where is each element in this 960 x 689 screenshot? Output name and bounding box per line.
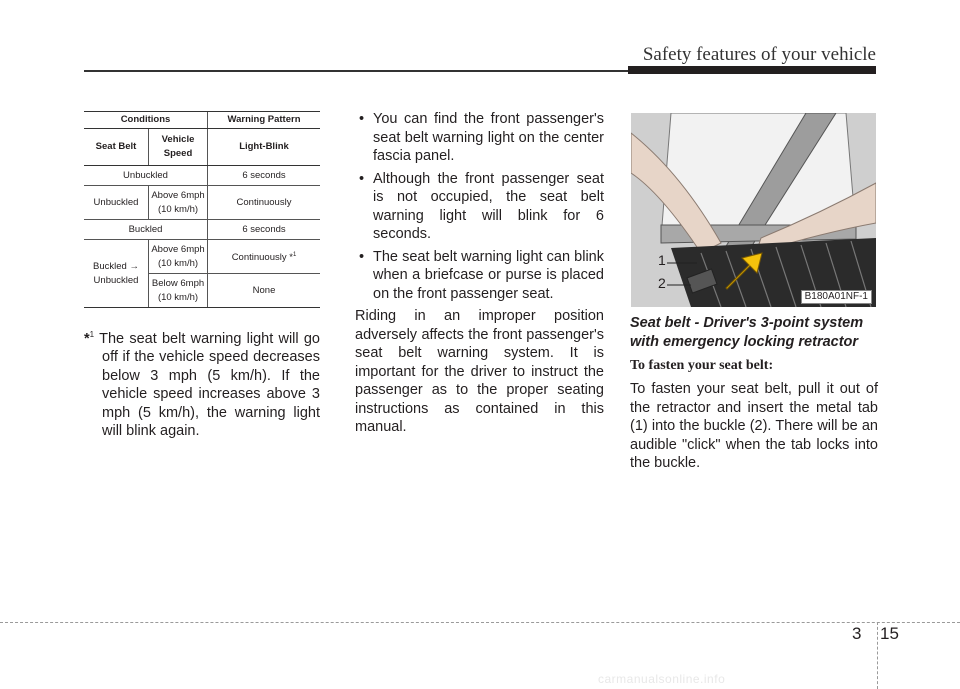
speed-line: Below 6mph — [151, 277, 205, 289]
body-paragraph: To fasten your seat belt, pull it out of the retractor and insert the metal tab (1) into the buckle (2). There will be an audible "click" when the tab locks into the buckle. — [630, 381, 878, 471]
list-item — [355, 248, 604, 304]
belt-line: Buckled → — [93, 260, 139, 272]
warning-pattern-table — [84, 111, 320, 308]
bullet-icon: • — [359, 170, 365, 187]
vehicle-speed-label: Vehicle Speed — [161, 134, 195, 159]
list-item — [355, 170, 604, 244]
table-header-warning-pattern: Warning Pattern — [208, 112, 321, 129]
table-cell: None — [208, 274, 321, 308]
table-header-seat-belt: Seat Belt — [84, 129, 149, 166]
table-cell: Buckled — [84, 220, 208, 240]
speed-line: (10 km/h) — [157, 291, 199, 303]
footer-rule — [0, 622, 960, 623]
footnote-body — [84, 326, 320, 441]
footnote-sup: 1 — [292, 251, 297, 258]
table-row — [84, 220, 320, 240]
callout-1: 1 — [658, 252, 666, 268]
table-header-light-blink: Light-Blink — [208, 129, 321, 166]
section-heading: Seat belt - Driver's 3-point system with emergency locking retractor — [630, 315, 864, 350]
seat-belt-illustration — [631, 113, 876, 307]
section-subheading: To fasten your seat belt: — [630, 358, 774, 373]
section-title: Safety features of your vehicle — [642, 44, 876, 65]
table-cell: 6 seconds — [208, 220, 321, 240]
figure-label: B180A01NF-1 — [801, 290, 872, 304]
table-cell: Unbuckled — [84, 166, 208, 186]
table-row — [84, 186, 320, 220]
table-cell — [208, 240, 321, 274]
table-cell: Unbuckled — [84, 186, 149, 220]
seat-belt-figure — [631, 113, 876, 307]
page-number: 15 — [880, 624, 899, 643]
footnote-marker-sup: 1 — [89, 330, 95, 339]
list-item-text: You can find the front passenger's seat belt warning light on the center fascia panel. — [373, 111, 604, 164]
belt-line: Unbuckled — [93, 274, 139, 286]
callout-2: 2 — [658, 275, 666, 291]
footnote — [84, 326, 320, 441]
speed-line: (10 km/h) — [157, 257, 199, 269]
list-item-text: Although the front passenger seat is not occupied, the seat belt warning light will blink for 6 seconds. — [373, 170, 604, 242]
footer-divider — [877, 622, 878, 689]
pattern-text: Continuously * — [231, 252, 293, 264]
table-cell — [149, 274, 208, 308]
footnote-marker: * — [84, 330, 90, 347]
bullet-icon: • — [359, 248, 365, 265]
table-cell — [149, 240, 208, 274]
table-row — [84, 240, 320, 274]
watermark: carmanualsonline.info — [598, 672, 726, 686]
table-cell — [149, 186, 208, 220]
list-item-text: The seat belt warning light can blink when a briefcase or purse is placed on the front passenger seat. — [373, 248, 604, 302]
speed-line: Above 6mph — [151, 189, 205, 201]
table-cell: 6 seconds — [208, 166, 321, 186]
table-cell — [84, 240, 149, 308]
chapter-number: 3 — [852, 624, 862, 643]
right-column — [630, 314, 878, 473]
table-header-conditions: Conditions — [84, 112, 208, 129]
table-row — [84, 166, 320, 186]
speed-line: Above 6mph — [151, 243, 205, 255]
table-header-vehicle-speed — [149, 129, 208, 166]
footnote-text: The seat belt warning light will go off if the vehicle speed decreases below 3 mph (5 km/h). If the vehicle speed increases above 3 mph (5 km/h), the warning light will blink again. — [99, 330, 320, 440]
speed-line: (10 km/h) — [157, 203, 199, 215]
header-tab-bar — [628, 66, 876, 74]
table-cell: Continuously — [208, 186, 321, 220]
bullet-icon: • — [359, 111, 365, 127]
body-paragraph: Riding in an improper position adversely affects the front passenger's seat belt warning system. It is important for the driver to instruct the passenger as to the proper seating instructions as contained in this manual. — [355, 308, 604, 435]
list-item — [355, 110, 604, 166]
bullet-list — [355, 110, 604, 303]
middle-column — [355, 110, 604, 437]
